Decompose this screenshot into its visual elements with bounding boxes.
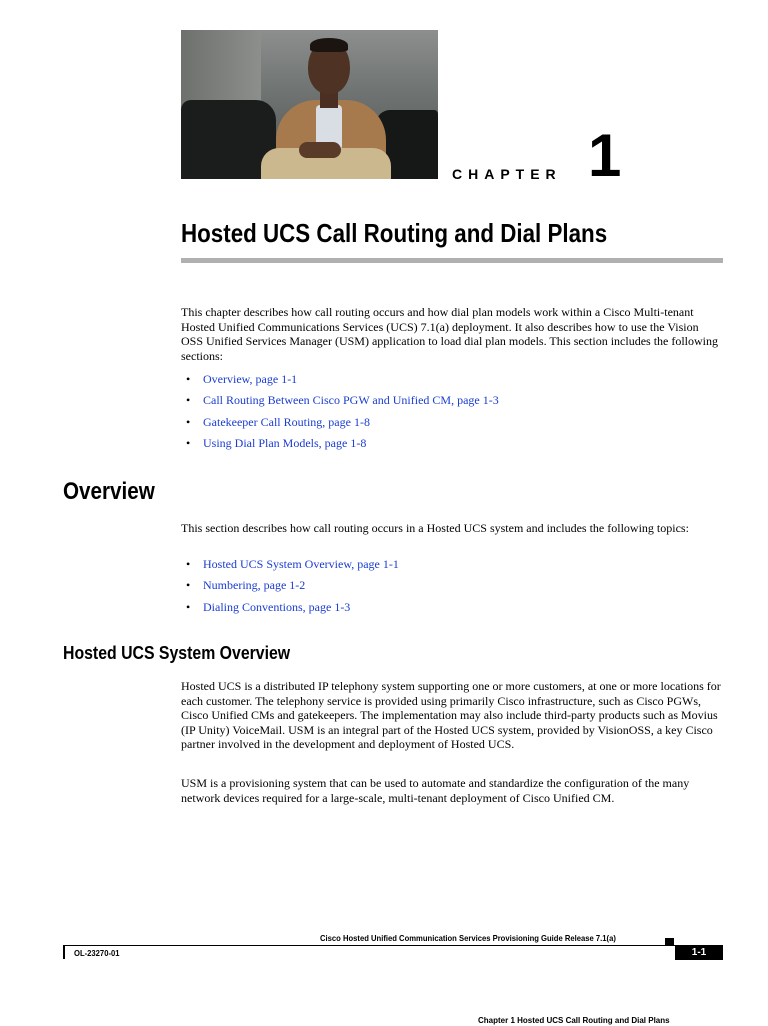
list-item xyxy=(186,393,499,414)
bullet-icon: • xyxy=(186,599,191,614)
overview-topic-list xyxy=(186,557,399,621)
link-numbering[interactable]: Numbering, page 1-2 xyxy=(203,578,306,593)
footer-doc-number: OL-23270-01 xyxy=(74,948,120,958)
system-overview-paragraph-2: USM is a provisioning system that can be used to automate and standardize the configuration of the many network devices required for a large-scale, multi-tenant deployment of Cisco Unified CM. xyxy=(181,776,690,805)
link-overview[interactable]: Overview, page 1-1 xyxy=(203,372,298,386)
bullet-icon: • xyxy=(186,372,191,386)
next-page-header-cut: Chapter 1 Hosted UCS Call Routing and Dial Plans xyxy=(478,1016,670,1025)
intro-paragraph: This chapter describes how call routing occurs and how dial plan models work within a Cisco Multi-tenant Hosted Unified Communications Services (UCS) 7.1(a) deployment. It also describes how to use the Vision OSS Unified Services Manager (USM) application to load dial plan models. This section includes the following sections: xyxy=(181,305,719,363)
bullet-icon: • xyxy=(186,578,191,593)
link-system-overview[interactable]: Hosted UCS System Overview, page 1-1 xyxy=(203,557,399,571)
overview-paragraph: This section describes how call routing occurs in a Hosted UCS system and includes the following topics: xyxy=(181,521,689,535)
title-rule xyxy=(181,258,723,263)
chapter-title: Hosted UCS Call Routing and Dial Plans xyxy=(181,218,608,248)
list-item xyxy=(186,436,499,457)
system-overview-paragraph-1: Hosted UCS is a distributed IP telephony system supporting one or more customers, at one or more locations for each customer. The telephony service is provided using primarily Cisco infrastructure, such as Cisco PGWs, Cisco Unified CMs and gatekeepers. The implementation may also include third-party products such as Movius (IP Unity) VoiceMail. USM is an integral part of the Hosted UCS system, provided by VisionOSS, a key Cisco partner involved in the development and deployment of Hosted UCS. xyxy=(181,679,721,752)
photo-person-hands xyxy=(299,142,341,158)
list-item xyxy=(186,372,499,393)
footer-page-number: 1-1 xyxy=(675,945,723,960)
footer-left-tick xyxy=(63,945,65,959)
footer-guide-title: Cisco Hosted Unified Communication Services Provisioning Guide Release 7.1(a) xyxy=(320,933,616,943)
link-dialing-conventions[interactable]: Dialing Conventions, page 1-3 xyxy=(203,599,351,614)
link-gatekeeper-routing[interactable]: Gatekeeper Call Routing, page 1-8 xyxy=(203,414,370,429)
chapter-label: CHAPTER xyxy=(452,166,562,182)
overview-heading: Overview xyxy=(63,478,155,505)
bullet-icon: • xyxy=(186,557,191,571)
list-item xyxy=(186,557,399,578)
system-overview-heading: Hosted UCS System Overview xyxy=(63,643,291,663)
intro-section-list xyxy=(186,372,499,457)
footer-rule xyxy=(63,945,675,946)
bullet-icon: • xyxy=(186,435,191,450)
chapter-photo xyxy=(181,30,438,179)
chapter-number: 1 xyxy=(588,122,622,189)
list-item xyxy=(186,415,499,436)
list-item xyxy=(186,600,399,621)
link-call-routing[interactable]: Call Routing Between Cisco PGW and Unified CM, page 1-3 xyxy=(203,393,499,408)
list-item xyxy=(186,578,399,599)
bullet-icon: • xyxy=(186,414,191,429)
photo-person-hair xyxy=(310,38,348,52)
link-dial-plan-models[interactable]: Using Dial Plan Models, page 1-8 xyxy=(203,435,367,450)
bullet-icon: • xyxy=(186,393,191,408)
